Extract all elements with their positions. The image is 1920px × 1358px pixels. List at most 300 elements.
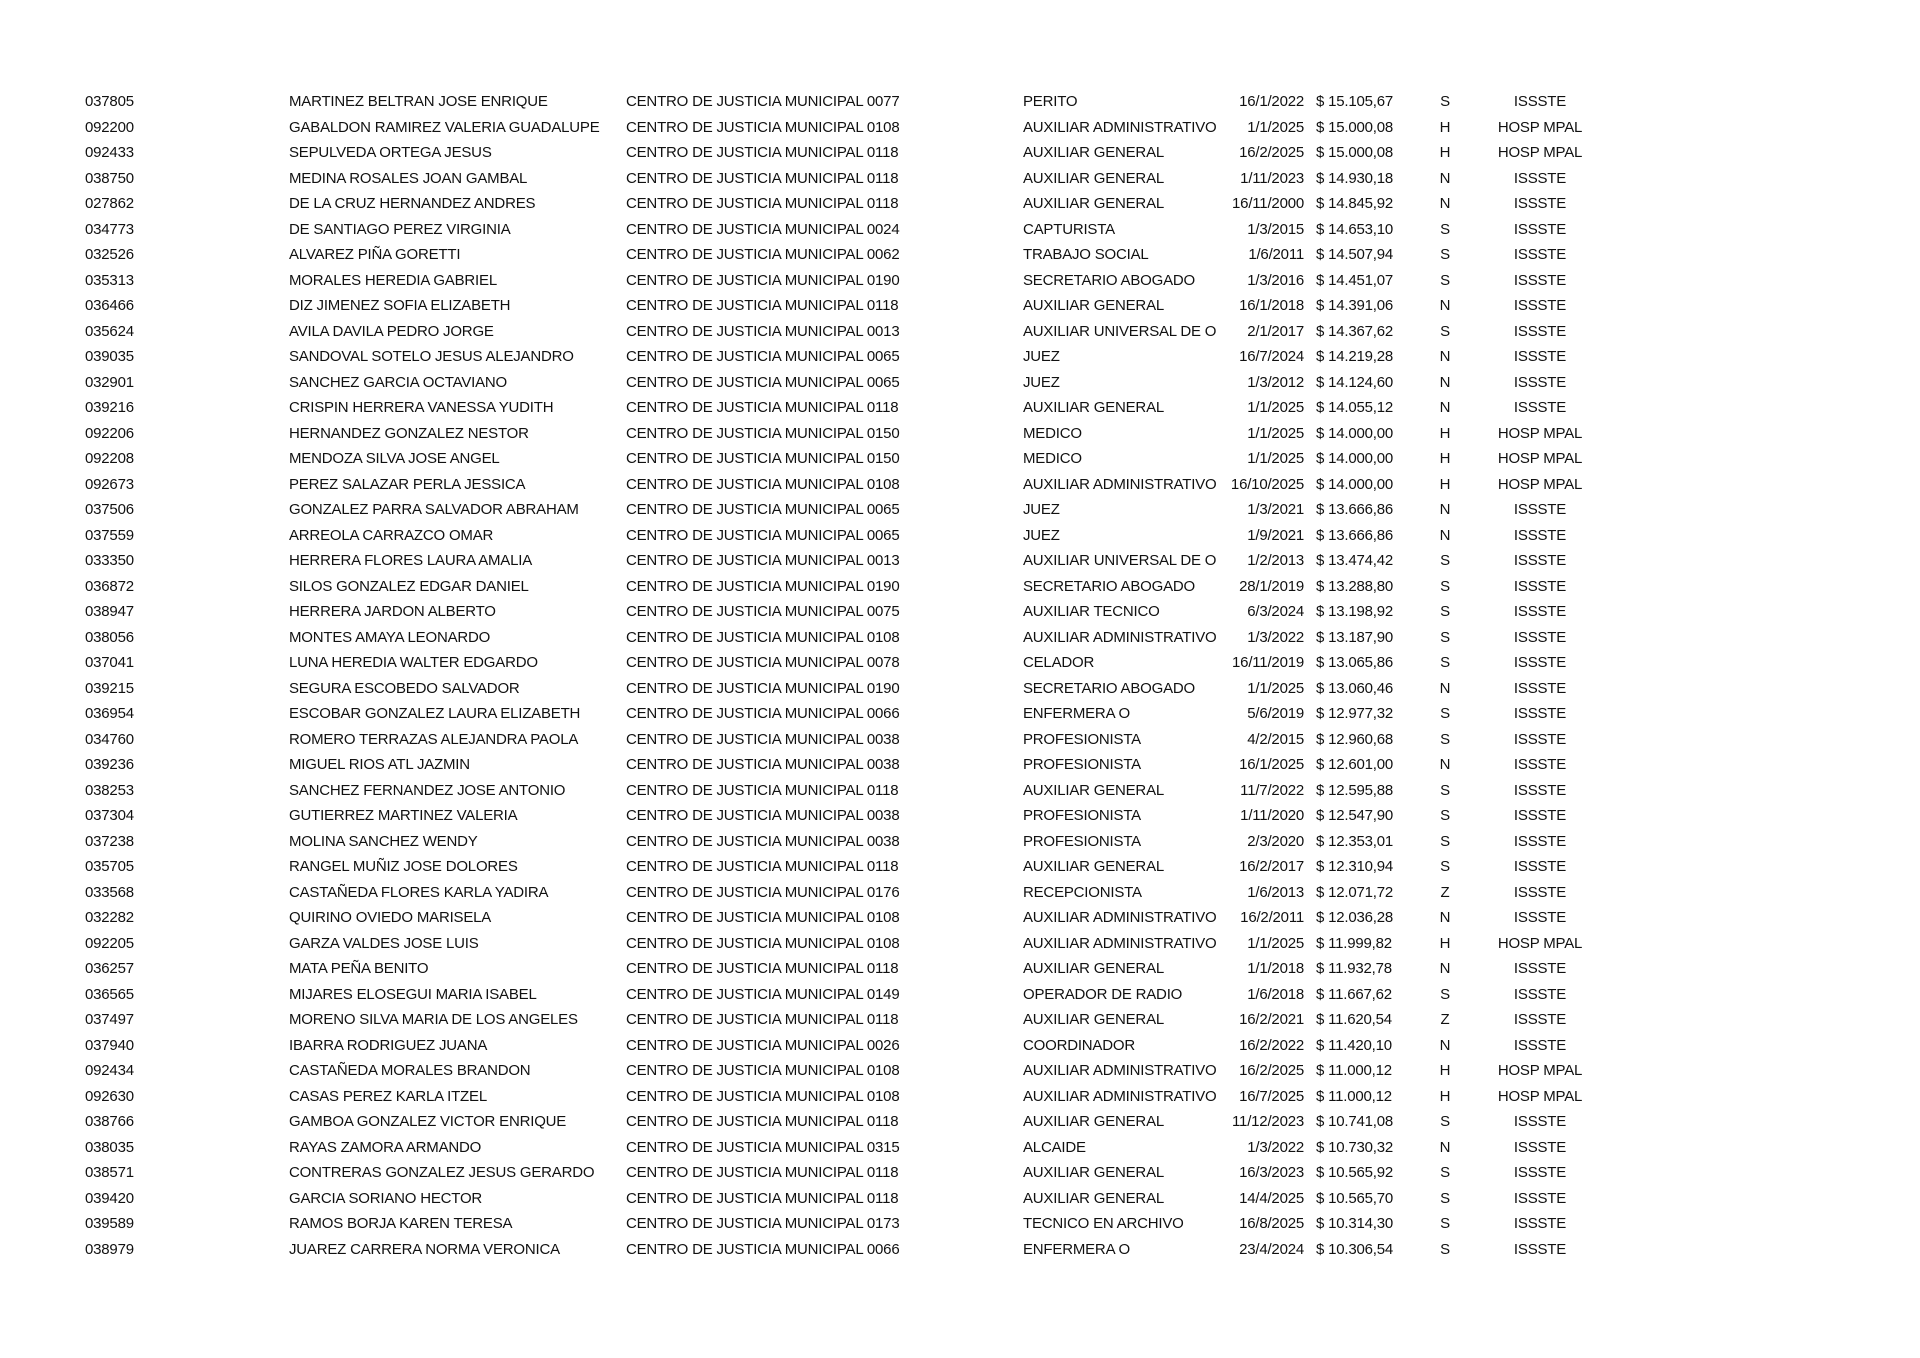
employee-id-cell: 038571 <box>85 1164 134 1181</box>
table-row <box>0 89 1920 115</box>
table-row <box>0 319 1920 345</box>
table-row <box>0 727 1920 753</box>
hire-date-cell: 1/3/2022 <box>1247 628 1304 646</box>
salary-cell: $ 10.565,92 <box>1316 1164 1394 1181</box>
salary-cell: $ 13.065,86 <box>1316 654 1394 671</box>
employee-id-cell: 037041 <box>85 654 134 671</box>
employee-name-cell: AVILA DAVILA PEDRO JORGE <box>289 322 494 340</box>
employee-id-cell: 039236 <box>85 756 134 773</box>
department-cell: CENTRO DE JUSTICIA MUNICIPAL 0024 <box>626 220 900 238</box>
department-cell: CENTRO DE JUSTICIA MUNICIPAL 0190 <box>626 577 900 595</box>
salary-cell: $ 13.198,92 <box>1316 603 1394 620</box>
insurance-cell: ISSSTE <box>1513 399 1567 416</box>
insurance-cell: ISSSTE <box>1513 909 1567 926</box>
position-cell: AUXILIAR TECNICO <box>1023 603 1160 620</box>
employee-id-cell: 032901 <box>85 373 134 391</box>
type-code-cell: N <box>1439 1036 1451 1054</box>
type-code-cell: N <box>1439 679 1451 697</box>
hire-date-cell: 1/1/2025 <box>1247 934 1304 952</box>
department-cell: CENTRO DE JUSTICIA MUNICIPAL 0118 <box>626 169 899 187</box>
position-cell: AUXILIAR GENERAL <box>1023 1164 1165 1181</box>
position-cell: ALCAIDE <box>1023 1138 1086 1156</box>
table-row <box>0 140 1920 166</box>
employee-name-cell: ARREOLA CARRAZCO OMAR <box>289 526 494 544</box>
department-cell: CENTRO DE JUSTICIA MUNICIPAL 0078 <box>626 654 900 671</box>
insurance-cell: ISSSTE <box>1513 577 1567 595</box>
hire-date-cell: 28/1/2019 <box>1239 577 1304 595</box>
department-cell: CENTRO DE JUSTICIA MUNICIPAL 0118 <box>626 1113 899 1130</box>
table-row <box>0 1211 1920 1237</box>
insurance-cell: ISSSTE <box>1513 271 1567 289</box>
table-row <box>0 497 1920 523</box>
insurance-cell: ISSSTE <box>1513 246 1567 263</box>
type-code-cell: S <box>1440 220 1450 238</box>
hire-date-cell: 16/2/2025 <box>1239 144 1304 161</box>
hire-date-cell: 16/11/2019 <box>1232 654 1304 671</box>
salary-cell: $ 14.000,00 <box>1316 475 1394 493</box>
insurance-cell: ISSSTE <box>1513 1215 1567 1232</box>
employee-name-cell: SANCHEZ GARCIA OCTAVIANO <box>289 373 508 391</box>
table-row <box>0 242 1920 268</box>
hire-date-cell: 1/3/2021 <box>1247 501 1304 518</box>
salary-cell: $ 12.071,72 <box>1316 883 1394 901</box>
employee-name-cell: GAMBOA GONZALEZ VICTOR ENRIQUE <box>289 1113 567 1130</box>
employee-name-cell: SANDOVAL SOTELO JESUS ALEJANDRO <box>289 348 574 365</box>
insurance-cell: ISSSTE <box>1513 628 1567 646</box>
table-row <box>0 115 1920 141</box>
hire-date-cell: 1/1/2025 <box>1247 399 1304 416</box>
insurance-cell: ISSSTE <box>1513 1113 1567 1130</box>
employee-id-cell: 035313 <box>85 271 134 289</box>
type-code-cell: S <box>1440 577 1450 595</box>
position-cell: AUXILIAR ADMINISTRATIVO <box>1023 1087 1217 1105</box>
position-cell: TRABAJO SOCIAL <box>1023 246 1149 263</box>
salary-cell: $ 14.930,18 <box>1316 169 1394 187</box>
type-code-cell: S <box>1440 1240 1450 1258</box>
department-cell: CENTRO DE JUSTICIA MUNICIPAL 0038 <box>626 807 900 824</box>
hire-date-cell: 1/6/2018 <box>1247 985 1304 1003</box>
salary-cell: $ 14.845,92 <box>1316 195 1394 212</box>
employee-name-cell: DE SANTIAGO PEREZ VIRGINIA <box>289 220 511 238</box>
department-cell: CENTRO DE JUSTICIA MUNICIPAL 0066 <box>626 1240 900 1258</box>
position-cell: ENFERMERA O <box>1023 705 1130 722</box>
position-cell: PROFESIONISTA <box>1023 756 1141 773</box>
employee-name-cell: MEDINA ROSALES JOAN GAMBAL <box>289 169 528 187</box>
hire-date-cell: 1/9/2021 <box>1247 526 1304 544</box>
table-row <box>0 472 1920 498</box>
position-cell: JUEZ <box>1023 373 1060 391</box>
department-cell: CENTRO DE JUSTICIA MUNICIPAL 0108 <box>626 1062 900 1079</box>
salary-cell: $ 13.666,86 <box>1316 501 1394 518</box>
position-cell: CELADOR <box>1023 654 1095 671</box>
hire-date-cell: 1/2/2013 <box>1247 552 1304 569</box>
salary-cell: $ 12.960,68 <box>1316 730 1394 748</box>
department-cell: CENTRO DE JUSTICIA MUNICIPAL 0118 <box>626 858 899 875</box>
employee-name-cell: MORENO SILVA MARIA DE LOS ANGELES <box>289 1011 578 1028</box>
table-row <box>0 854 1920 880</box>
salary-cell: $ 12.601,00 <box>1316 756 1394 773</box>
hire-date-cell: 1/6/2011 <box>1248 246 1304 263</box>
department-cell: CENTRO DE JUSTICIA MUNICIPAL 0118 <box>626 1189 899 1207</box>
employee-name-cell: SANCHEZ FERNANDEZ JOSE ANTONIO <box>289 781 566 799</box>
department-cell: CENTRO DE JUSTICIA MUNICIPAL 0065 <box>626 373 900 391</box>
table-row <box>0 905 1920 931</box>
employee-name-cell: HERRERA JARDON ALBERTO <box>289 603 496 620</box>
employee-name-cell: SEGURA ESCOBEDO SALVADOR <box>289 679 520 697</box>
salary-cell: $ 10.741,08 <box>1316 1113 1394 1130</box>
department-cell: CENTRO DE JUSTICIA MUNICIPAL 0038 <box>626 756 900 773</box>
department-cell: CENTRO DE JUSTICIA MUNICIPAL 0108 <box>626 909 900 926</box>
type-code-cell: H <box>1439 1087 1451 1105</box>
employee-id-cell: 037559 <box>85 526 134 544</box>
employee-id-cell: 038253 <box>85 781 134 799</box>
employee-name-cell: GARCIA SORIANO HECTOR <box>289 1189 483 1207</box>
type-code-cell: N <box>1439 373 1451 391</box>
employee-name-cell: QUIRINO OVIEDO MARISELA <box>289 909 492 926</box>
employee-id-cell: 034760 <box>85 730 134 748</box>
table-row <box>0 956 1920 982</box>
employee-name-cell: MONTES AMAYA LEONARDO <box>289 628 491 646</box>
type-code-cell: H <box>1439 118 1451 136</box>
department-cell: CENTRO DE JUSTICIA MUNICIPAL 0108 <box>626 934 900 952</box>
insurance-cell: HOSP MPAL <box>1497 1062 1583 1079</box>
hire-date-cell: 1/1/2025 <box>1247 424 1304 442</box>
position-cell: AUXILIAR ADMINISTRATIVO <box>1023 1062 1217 1079</box>
hire-date-cell: 1/11/2020 <box>1240 807 1304 824</box>
salary-cell: $ 12.310,94 <box>1316 858 1394 875</box>
type-code-cell: H <box>1439 934 1451 952</box>
department-cell: CENTRO DE JUSTICIA MUNICIPAL 0173 <box>626 1215 900 1232</box>
hire-date-cell: 1/1/2025 <box>1247 679 1304 697</box>
table-row <box>0 1033 1920 1059</box>
employee-name-cell: RAMOS BORJA KAREN TERESA <box>289 1215 513 1232</box>
employee-id-cell: 038766 <box>85 1113 134 1130</box>
insurance-cell: ISSSTE <box>1513 654 1567 671</box>
table-row <box>0 395 1920 421</box>
employee-id-cell: 036466 <box>85 297 134 314</box>
position-cell: AUXILIAR GENERAL <box>1023 399 1165 416</box>
salary-cell: $ 14.055,12 <box>1316 399 1394 416</box>
insurance-cell: ISSSTE <box>1513 705 1567 722</box>
employee-id-cell: 092200 <box>85 118 134 136</box>
type-code-cell: Z <box>1440 883 1450 901</box>
table-row <box>0 676 1920 702</box>
employee-name-cell: GUTIERREZ MARTINEZ VALERIA <box>289 807 518 824</box>
position-cell: AUXILIAR GENERAL <box>1023 297 1165 314</box>
table-row <box>0 1135 1920 1161</box>
table-row <box>0 1058 1920 1084</box>
insurance-cell: HOSP MPAL <box>1497 424 1583 442</box>
hire-date-cell: 16/1/2018 <box>1239 297 1304 314</box>
hire-date-cell: 1/6/2013 <box>1247 883 1304 901</box>
department-cell: CENTRO DE JUSTICIA MUNICIPAL 0176 <box>626 883 900 901</box>
salary-cell: $ 15.000,08 <box>1316 118 1394 136</box>
position-cell: AUXILIAR UNIVERSAL DE O <box>1023 552 1217 569</box>
salary-cell: $ 14.507,94 <box>1316 246 1394 263</box>
employee-id-cell: 092434 <box>85 1062 134 1079</box>
table-row <box>0 191 1920 217</box>
type-code-cell: H <box>1439 475 1451 493</box>
insurance-cell: HOSP MPAL <box>1497 1087 1583 1105</box>
hire-date-cell: 16/1/2022 <box>1239 93 1304 110</box>
employee-name-cell: DE LA CRUZ HERNANDEZ ANDRES <box>289 195 536 212</box>
employee-name-cell: MOLINA SANCHEZ WENDY <box>289 832 478 850</box>
type-code-cell: N <box>1439 1138 1451 1156</box>
insurance-cell: ISSSTE <box>1513 348 1567 365</box>
salary-cell: $ 10.314,30 <box>1316 1215 1394 1232</box>
employee-name-cell: SEPULVEDA ORTEGA JESUS <box>289 144 492 161</box>
type-code-cell: N <box>1439 348 1451 365</box>
employee-id-cell: 037506 <box>85 501 134 518</box>
insurance-cell: ISSSTE <box>1513 220 1567 238</box>
salary-cell: $ 15.000,08 <box>1316 144 1394 161</box>
employee-name-cell: ALVAREZ PIÑA GORETTI <box>289 246 461 263</box>
table-row <box>0 268 1920 294</box>
salary-cell: $ 11.000,12 <box>1316 1062 1392 1079</box>
hire-date-cell: 1/3/2016 <box>1247 271 1304 289</box>
department-cell: CENTRO DE JUSTICIA MUNICIPAL 0118 <box>626 960 899 977</box>
position-cell: JUEZ <box>1023 348 1060 365</box>
position-cell: AUXILIAR GENERAL <box>1023 858 1165 875</box>
position-cell: AUXILIAR GENERAL <box>1023 1113 1165 1130</box>
employee-id-cell: 039216 <box>85 399 134 416</box>
salary-cell: $ 11.999,82 <box>1316 934 1392 952</box>
hire-date-cell: 11/12/2023 <box>1232 1113 1304 1130</box>
insurance-cell: ISSSTE <box>1513 501 1567 518</box>
hire-date-cell: 16/2/2025 <box>1239 1062 1304 1079</box>
department-cell: CENTRO DE JUSTICIA MUNICIPAL 0150 <box>626 424 900 442</box>
hire-date-cell: 16/2/2022 <box>1239 1036 1304 1054</box>
employee-id-cell: 038035 <box>85 1138 134 1156</box>
employee-name-cell: CASAS PEREZ KARLA ITZEL <box>289 1087 487 1105</box>
hire-date-cell: 6/3/2024 <box>1247 603 1304 620</box>
position-cell: TECNICO EN ARCHIVO <box>1023 1215 1184 1232</box>
insurance-cell: ISSSTE <box>1513 1240 1567 1258</box>
type-code-cell: S <box>1440 730 1450 748</box>
type-code-cell: S <box>1440 246 1450 263</box>
position-cell: AUXILIAR GENERAL <box>1023 169 1165 187</box>
position-cell: AUXILIAR GENERAL <box>1023 144 1165 161</box>
salary-cell: $ 13.474,42 <box>1316 552 1394 569</box>
employee-name-cell: LUNA HEREDIA WALTER EDGARDO <box>289 654 538 671</box>
insurance-cell: ISSSTE <box>1513 1011 1567 1028</box>
insurance-cell: ISSSTE <box>1513 93 1567 110</box>
department-cell: CENTRO DE JUSTICIA MUNICIPAL 0108 <box>626 1087 900 1105</box>
employee-id-cell: 037940 <box>85 1036 134 1054</box>
employee-name-cell: MIGUEL RIOS ATL JAZMIN <box>289 756 470 773</box>
salary-cell: $ 11.932,78 <box>1316 960 1392 977</box>
department-cell: CENTRO DE JUSTICIA MUNICIPAL 0108 <box>626 628 900 646</box>
table-row <box>0 829 1920 855</box>
type-code-cell: S <box>1440 628 1450 646</box>
insurance-cell: ISSSTE <box>1513 985 1567 1003</box>
insurance-cell: HOSP MPAL <box>1497 475 1583 493</box>
salary-cell: $ 14.124,60 <box>1316 373 1394 391</box>
employee-id-cell: 092206 <box>85 424 134 442</box>
table-row <box>0 982 1920 1008</box>
employee-name-cell: IBARRA RODRIGUEZ JUANA <box>289 1036 488 1054</box>
employee-id-cell: 033350 <box>85 552 134 569</box>
table-row <box>0 1186 1920 1212</box>
hire-date-cell: 16/2/2011 <box>1240 909 1304 926</box>
hire-date-cell: 16/7/2024 <box>1239 348 1304 365</box>
employee-name-cell: DIZ JIMENEZ SOFIA ELIZABETH <box>289 297 511 314</box>
position-cell: RECEPCIONISTA <box>1023 883 1142 901</box>
insurance-cell: ISSSTE <box>1513 1036 1567 1054</box>
employee-name-cell: MATA PEÑA BENITO <box>289 960 429 977</box>
department-cell: CENTRO DE JUSTICIA MUNICIPAL 0026 <box>626 1036 900 1054</box>
hire-date-cell: 16/7/2025 <box>1239 1087 1304 1105</box>
salary-cell: $ 11.667,62 <box>1316 985 1392 1003</box>
employee-id-cell: 036872 <box>85 577 134 595</box>
employee-id-cell: 039420 <box>85 1189 134 1207</box>
type-code-cell: S <box>1440 654 1450 671</box>
department-cell: CENTRO DE JUSTICIA MUNICIPAL 0062 <box>626 246 900 263</box>
hire-date-cell: 1/3/2015 <box>1247 220 1304 238</box>
table-row <box>0 217 1920 243</box>
hire-date-cell: 1/3/2012 <box>1247 373 1304 391</box>
hire-date-cell: 14/4/2025 <box>1239 1189 1304 1207</box>
insurance-cell: ISSSTE <box>1513 373 1567 391</box>
hire-date-cell: 16/11/2000 <box>1232 195 1304 212</box>
salary-cell: $ 12.977,32 <box>1316 705 1394 722</box>
table-row <box>0 880 1920 906</box>
position-cell: AUXILIAR GENERAL <box>1023 781 1165 799</box>
salary-cell: $ 13.666,86 <box>1316 526 1394 544</box>
insurance-cell: ISSSTE <box>1513 552 1567 569</box>
position-cell: AUXILIAR ADMINISTRATIVO <box>1023 909 1217 926</box>
department-cell: CENTRO DE JUSTICIA MUNICIPAL 0118 <box>626 1011 899 1028</box>
position-cell: SECRETARIO ABOGADO <box>1023 577 1195 595</box>
salary-cell: $ 11.420,10 <box>1316 1036 1392 1054</box>
position-cell: PROFESIONISTA <box>1023 832 1141 850</box>
hire-date-cell: 16/10/2025 <box>1230 475 1304 493</box>
employee-id-cell: 036565 <box>85 985 134 1003</box>
salary-cell: $ 14.000,00 <box>1316 424 1394 442</box>
employee-name-cell: SILOS GONZALEZ EDGAR DANIEL <box>289 577 529 595</box>
salary-cell: $ 13.288,80 <box>1316 577 1394 595</box>
employee-id-cell: 039035 <box>85 348 134 365</box>
salary-cell: $ 14.653,10 <box>1316 220 1394 238</box>
employee-id-cell: 039215 <box>85 679 134 697</box>
hire-date-cell: 1/1/2025 <box>1247 118 1304 136</box>
type-code-cell: S <box>1440 1189 1450 1207</box>
position-cell: AUXILIAR GENERAL <box>1023 1189 1165 1207</box>
type-code-cell: N <box>1439 526 1451 544</box>
type-code-cell: N <box>1439 169 1451 187</box>
position-cell: AUXILIAR ADMINISTRATIVO <box>1023 475 1217 493</box>
position-cell: PROFESIONISTA <box>1023 730 1141 748</box>
department-cell: CENTRO DE JUSTICIA MUNICIPAL 0065 <box>626 526 900 544</box>
table-row <box>0 293 1920 319</box>
type-code-cell: N <box>1439 909 1451 926</box>
salary-cell: $ 14.219,28 <box>1316 348 1394 365</box>
table-row <box>0 548 1920 574</box>
type-code-cell: S <box>1440 271 1450 289</box>
type-code-cell: N <box>1439 195 1451 212</box>
position-cell: SECRETARIO ABOGADO <box>1023 271 1195 289</box>
salary-cell: $ 13.060,46 <box>1316 679 1394 697</box>
employee-name-cell: GONZALEZ PARRA SALVADOR ABRAHAM <box>289 501 579 518</box>
type-code-cell: S <box>1440 1215 1450 1232</box>
salary-cell: $ 12.353,01 <box>1316 832 1394 850</box>
salary-cell: $ 13.187,90 <box>1316 628 1394 646</box>
insurance-cell: HOSP MPAL <box>1497 450 1583 467</box>
insurance-cell: ISSSTE <box>1513 756 1567 773</box>
salary-cell: $ 12.595,88 <box>1316 781 1394 799</box>
employee-name-cell: JUAREZ CARRERA NORMA VERONICA <box>289 1240 560 1258</box>
department-cell: CENTRO DE JUSTICIA MUNICIPAL 0118 <box>626 1164 899 1181</box>
type-code-cell: H <box>1439 424 1451 442</box>
salary-cell: $ 11.620,54 <box>1316 1011 1392 1028</box>
employee-id-cell: 027862 <box>85 195 134 212</box>
employee-id-cell: 034773 <box>85 220 134 238</box>
employee-id-cell: 038750 <box>85 169 134 187</box>
type-code-cell: S <box>1440 1113 1450 1130</box>
employee-name-cell: MIJARES ELOSEGUI MARIA ISABEL <box>289 985 537 1003</box>
department-cell: CENTRO DE JUSTICIA MUNICIPAL 0013 <box>626 552 900 569</box>
employee-name-cell: CRISPIN HERRERA VANESSA YUDITH <box>289 399 554 416</box>
position-cell: ENFERMERA O <box>1023 1240 1130 1258</box>
employee-name-cell: RANGEL MUÑIZ JOSE DOLORES <box>289 858 518 875</box>
table-row <box>0 446 1920 472</box>
employee-id-cell: 036954 <box>85 705 134 722</box>
department-cell: CENTRO DE JUSTICIA MUNICIPAL 0065 <box>626 348 900 365</box>
department-cell: CENTRO DE JUSTICIA MUNICIPAL 0065 <box>626 501 900 518</box>
type-code-cell: N <box>1439 960 1451 977</box>
table-row <box>0 370 1920 396</box>
employee-id-cell: 032526 <box>85 246 134 263</box>
employee-name-cell: ESCOBAR GONZALEZ LAURA ELIZABETH <box>289 705 581 722</box>
employee-id-cell: 037304 <box>85 807 134 824</box>
hire-date-cell: 16/2/2017 <box>1239 858 1304 875</box>
employee-id-cell: 037805 <box>85 93 134 110</box>
department-cell: CENTRO DE JUSTICIA MUNICIPAL 0118 <box>626 781 899 799</box>
salary-cell: $ 10.730,32 <box>1316 1138 1394 1156</box>
employee-id-cell: 038056 <box>85 628 134 646</box>
employee-id-cell: 039589 <box>85 1215 134 1232</box>
department-cell: CENTRO DE JUSTICIA MUNICIPAL 0149 <box>626 985 900 1003</box>
position-cell: COORDINADOR <box>1023 1036 1135 1054</box>
employee-name-cell: CONTRERAS GONZALEZ JESUS GERARDO <box>289 1164 595 1181</box>
type-code-cell: S <box>1440 603 1450 620</box>
type-code-cell: N <box>1439 297 1451 314</box>
employee-id-cell: 032282 <box>85 909 134 926</box>
department-cell: CENTRO DE JUSTICIA MUNICIPAL 0315 <box>626 1138 900 1156</box>
employee-name-cell: HERRERA FLORES LAURA AMALIA <box>289 552 533 569</box>
insurance-cell: ISSSTE <box>1513 1164 1567 1181</box>
position-cell: JUEZ <box>1023 501 1060 518</box>
insurance-cell: ISSSTE <box>1513 781 1567 799</box>
type-code-cell: N <box>1439 501 1451 518</box>
position-cell: MEDICO <box>1023 450 1082 467</box>
position-cell: AUXILIAR ADMINISTRATIVO <box>1023 628 1217 646</box>
department-cell: CENTRO DE JUSTICIA MUNICIPAL 0118 <box>626 195 899 212</box>
salary-cell: $ 14.367,62 <box>1316 322 1394 340</box>
salary-cell: $ 12.036,28 <box>1316 909 1394 926</box>
position-cell: AUXILIAR ADMINISTRATIVO <box>1023 118 1217 136</box>
hire-date-cell: 1/3/2022 <box>1247 1138 1304 1156</box>
salary-cell: $ 10.306,54 <box>1316 1240 1394 1258</box>
employee-id-cell: 037238 <box>85 832 134 850</box>
position-cell: PROFESIONISTA <box>1023 807 1141 824</box>
type-code-cell: S <box>1440 832 1450 850</box>
position-cell: OPERADOR DE RADIO <box>1023 985 1183 1003</box>
hire-date-cell: 16/3/2023 <box>1239 1164 1304 1181</box>
employee-name-cell: MORALES HEREDIA GABRIEL <box>289 271 497 289</box>
employee-table <box>0 89 1920 1262</box>
table-row <box>0 421 1920 447</box>
